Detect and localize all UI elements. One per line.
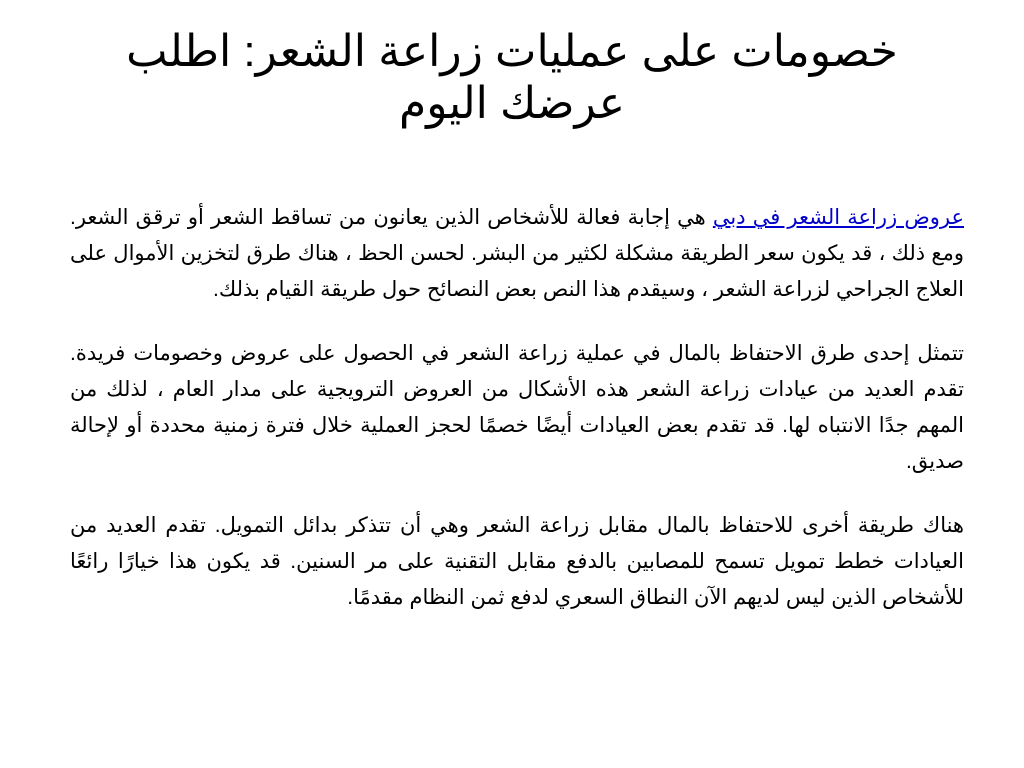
slide-title: خصومات على عمليات زراعة الشعر: اطلب عرضك اليوم <box>126 27 898 128</box>
paragraph-1-text: هي إجابة فعالة للأشخاص الذين يعانون من تساقط الشعر أو ترقق الشعر. ومع ذلك ، قد يكون سعر الطريقة مشكلة لكثير من البشر. لحسن الحظ ، هناك طرق لتخزين الأموال على العلاج الجراحي لزراعة الشعر ، وسيقدم هذا النص بعض النصائح حول طريقة القيام بذلك. <box>70 206 964 301</box>
slide-body <box>70 200 964 644</box>
paragraph-1 <box>70 200 964 308</box>
hair-transplant-offers-link[interactable]: عروض زراعة الشعر في دبي <box>712 206 964 229</box>
paragraph-3: هناك طريقة أخرى للاحتفاظ بالمال مقابل زراعة الشعر وهي أن تتذكر بدائل التمويل. تقدم العديد من العيادات خطط تمويل تسمح للمصابين بالدفع مقابل التقنية على مر السنين. قد يكون هذا خيارًا رائعًا للأشخاص الذين ليس لديهم الآن النطاق السعري لدفع ثمن النظام مقدمًا. <box>70 514 964 609</box>
paragraph-2: تتمثل إحدى طرق الاحتفاظ بالمال في عملية زراعة الشعر في الحصول على عروض وخصومات فريدة. تقدم العديد من عيادات زراعة الشعر هذه الأشكال من العروض الترويجية على مدار العام ، لذلك من المهم جدًا الانتباه لها. قد تقدم بعض العيادات أيضًا خصمًا لحجز العملية خلال فترة زمنية محددة أو لإحالة صديق. <box>70 342 964 473</box>
